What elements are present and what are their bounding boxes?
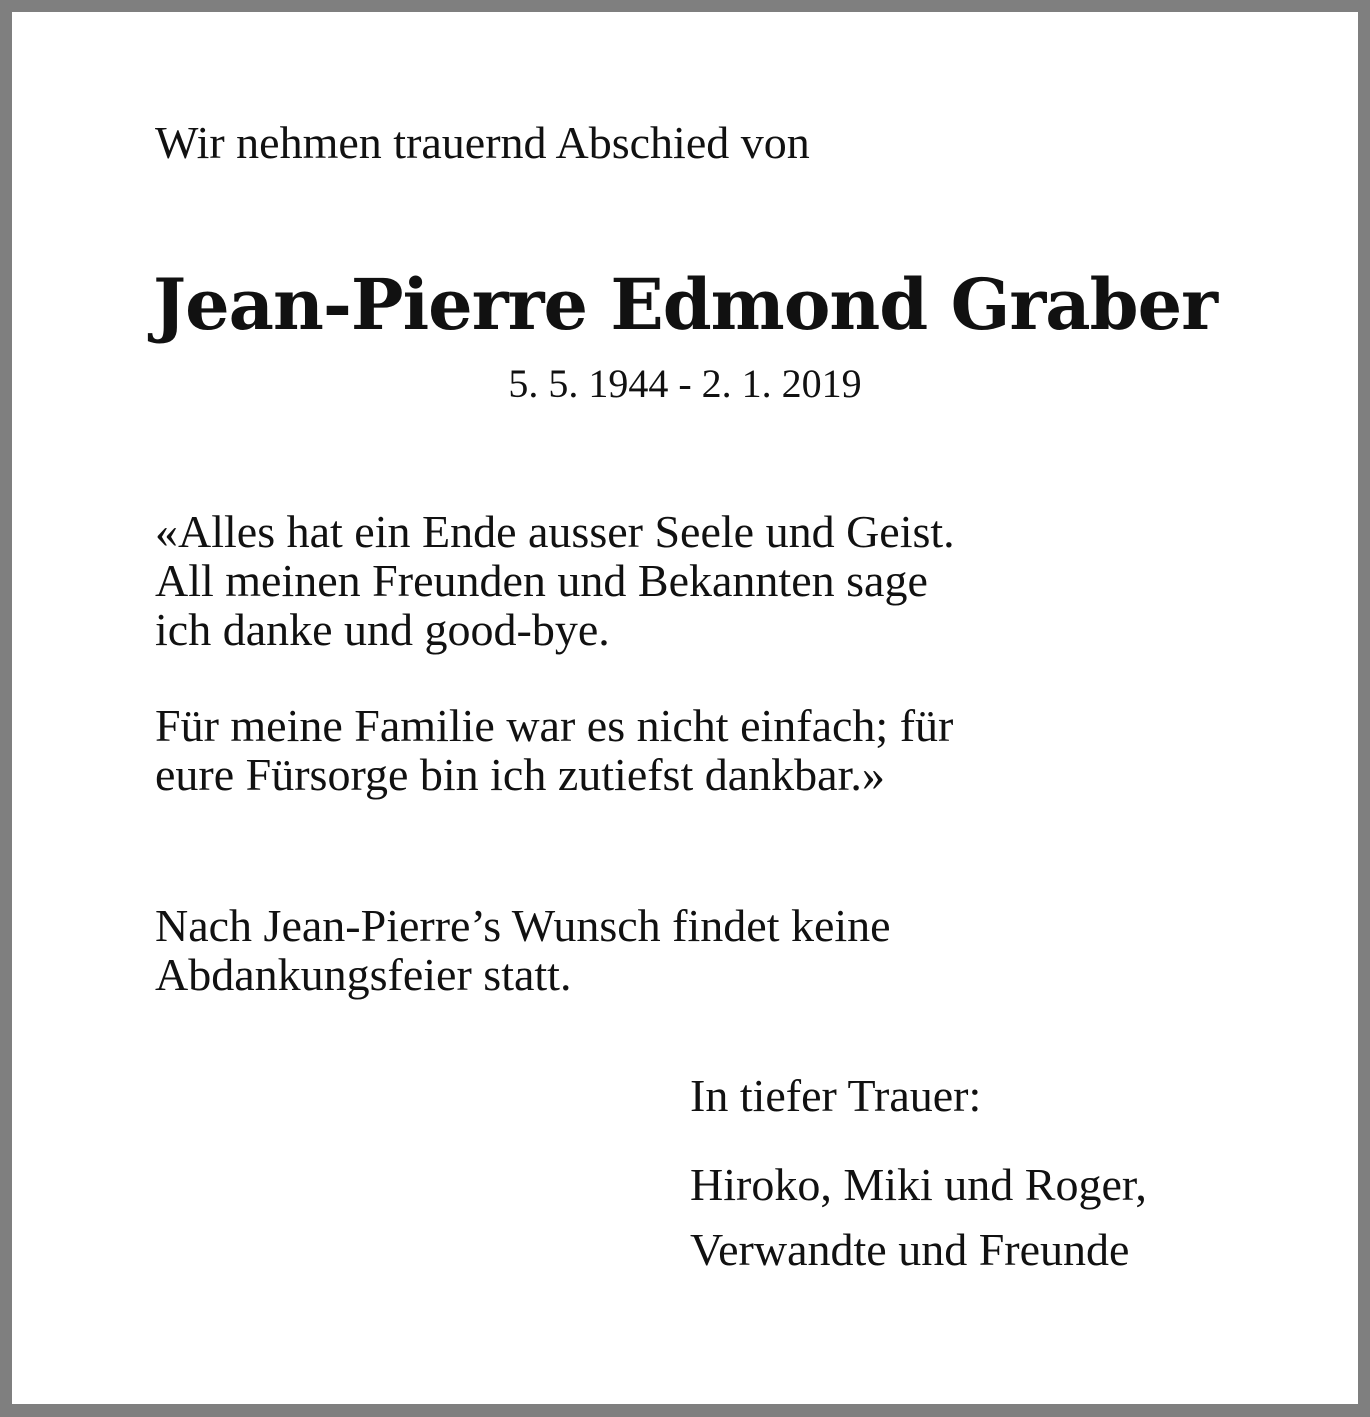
quote-line: eure Fürsorge bin ich zutiefst dankbar.»	[155, 749, 885, 800]
quote-paragraph-1	[155, 507, 955, 654]
mourner-line: Hiroko, Miki und Roger,	[690, 1159, 1147, 1210]
funeral-wish	[155, 901, 891, 999]
quote-paragraph-2	[155, 701, 953, 799]
deceased-name: Jean-Pierre Edmond Graber	[152, 263, 1218, 346]
intro-text: Wir nehmen trauernd Abschied von	[155, 117, 810, 168]
life-dates: 5. 5. 1944 - 2. 1. 2019	[508, 361, 862, 406]
quote-line: All meinen Freunden und Bekannten sage	[155, 555, 928, 606]
obituary-notice	[12, 12, 1358, 1404]
quote-line: ich danke und good-bye.	[155, 604, 610, 655]
quote-line: «Alles hat ein Ende ausser Seele und Geist.	[155, 506, 955, 557]
wish-line: Abdankungsfeier statt.	[155, 949, 572, 1000]
wish-line: Nach Jean-Pierre’s Wunsch findet keine	[155, 900, 891, 951]
quote-line: Für meine Familie war es nicht einfach; für	[155, 700, 954, 751]
mourning-label: In tiefer Trauer:	[690, 1070, 982, 1121]
mourners-list	[690, 1152, 1147, 1282]
mourner-line: Verwandte und Freunde	[690, 1224, 1130, 1275]
